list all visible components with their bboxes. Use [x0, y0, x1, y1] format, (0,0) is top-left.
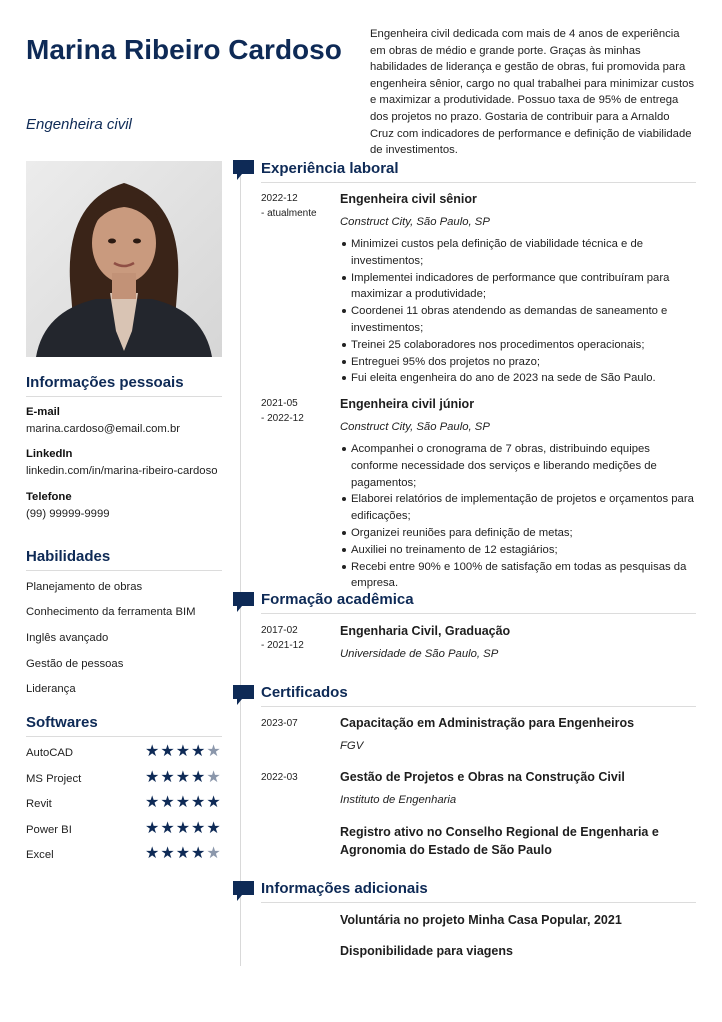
certificate-title: Capacitação em Administração para Engenheiros: [340, 716, 635, 730]
star-filled-icon: ★: [175, 743, 191, 760]
certificate-title: Gestão de Projetos e Obras na Construção Civil: [340, 770, 625, 784]
job-bullets: [340, 441, 696, 592]
section-flag-icon: [233, 881, 254, 901]
software-rating: [145, 846, 221, 862]
job-title: Engenheira civil sênior: [340, 192, 477, 206]
star-filled-icon: ★: [191, 769, 206, 786]
email-value: marina.cardoso@email.com.br: [26, 423, 180, 435]
star-filled-icon: ★: [160, 820, 175, 837]
certificate-date: 2022-03: [261, 772, 298, 783]
star-filled-icon: ★: [160, 769, 175, 786]
job-company: Construct City, São Paulo, SP: [340, 216, 490, 228]
skill-item: Gestão de pessoas: [26, 658, 124, 670]
star-empty-icon: ★: [206, 845, 221, 862]
education-date-end: - 2021-12: [261, 640, 304, 651]
section-flag-icon: [233, 685, 254, 705]
star-filled-icon: ★: [160, 794, 175, 811]
star-filled-icon: ★: [145, 794, 160, 811]
star-filled-icon: ★: [175, 845, 191, 862]
star-filled-icon: ★: [175, 794, 191, 811]
software-name: Revit: [26, 798, 52, 810]
phone-label: Telefone: [26, 491, 72, 503]
star-filled-icon: ★: [191, 820, 206, 837]
software-name: Excel: [26, 849, 54, 861]
star-filled-icon: ★: [145, 743, 160, 760]
skill-item: Inglês avançado: [26, 632, 109, 644]
education-school: Universidade de São Paulo, SP: [340, 648, 499, 660]
skill-item: Conhecimento da ferramenta BIM: [26, 606, 196, 618]
job-bullet: Entreguei 95% dos projetos no prazo;: [340, 354, 696, 371]
additional-item: Disponibilidade para viagens: [340, 944, 513, 958]
job-bullet: Organizei reuniões para definição de metas;: [340, 525, 696, 542]
skills-title: Habilidades: [26, 548, 222, 571]
job-title: Engenheira civil júnior: [340, 397, 475, 411]
candidate-role: Engenheira civil: [26, 116, 132, 133]
software-name: MS Project: [26, 773, 82, 785]
software-name: Power BI: [26, 824, 72, 836]
star-filled-icon: ★: [175, 769, 191, 786]
email-label: E-mail: [26, 406, 60, 418]
skill-item: Planejamento de obras: [26, 581, 143, 593]
additional-info-title: Informações adicionais: [261, 880, 696, 903]
certificates-title: Certificados: [261, 684, 696, 707]
star-filled-icon: ★: [160, 845, 175, 862]
certificate-title: Registro ativo no Conselho Regional de Engenharia e: [340, 825, 659, 839]
job-bullet: Implementei indicadores de performance que contribuíram para maximizar a produtividade;: [340, 270, 696, 304]
star-filled-icon: ★: [206, 794, 221, 811]
phone-value: (99) 99999-9999: [26, 508, 110, 520]
skill-item: Liderança: [26, 683, 76, 695]
linkedin-label: LinkedIn: [26, 448, 73, 460]
star-filled-icon: ★: [191, 794, 206, 811]
star-filled-icon: ★: [191, 845, 206, 862]
job-date-start: 2021-05: [261, 398, 298, 409]
star-filled-icon: ★: [145, 845, 160, 862]
job-bullet: Fui eleita engenheira do ano de 2023 na sede de São Paulo.: [340, 370, 696, 387]
job-bullet: Acompanhei o cronograma de 7 obras, distribuindo equipes conforme necessidade dos serviços e liberando medições de pagamentos;: [340, 441, 696, 491]
job-bullets: [340, 236, 696, 387]
certificate-issuer: Instituto de Engenharia: [340, 794, 457, 806]
section-flag-icon: [233, 160, 254, 180]
star-filled-icon: ★: [145, 769, 160, 786]
software-rating: [145, 821, 221, 837]
job-company: Construct City, São Paulo, SP: [340, 421, 490, 433]
job-bullet: Coordenei 11 obras atendendo as demandas de saneamento e investimentos;: [340, 303, 696, 337]
section-flag-icon: [233, 592, 254, 612]
job-bullet: Auxiliei no treinamento de 12 estagiários;: [340, 542, 696, 559]
certificate-date: 2023-07: [261, 718, 298, 729]
education-date-start: 2017-02: [261, 625, 298, 636]
star-empty-icon: ★: [206, 769, 221, 786]
star-empty-icon: ★: [206, 743, 221, 760]
education-title: Formação acadêmica: [261, 591, 696, 614]
certificate-issuer: FGV: [340, 740, 364, 752]
software-rating: [145, 795, 221, 811]
certificate-title-continued: Agronomia do Estado de São Paulo: [340, 843, 552, 857]
job-bullet: Elaborei relatórios de implementação de projetos e orçamentos para edificações;: [340, 491, 696, 525]
job-date-start: 2022-12: [261, 193, 298, 204]
software-title: Softwares: [26, 714, 222, 737]
profile-summary: Engenheira civil dedicada com mais de 4 anos de experiência em obras de médio e grande porte. Graças às minhas habilidades de liderança e gestão de obras, fui promovida para engenheira sênior, cargo no qual trabalhei para minimizar custos e maximizar a produtividade. Possuo taxa de 95% de entrega dos projetos no prazo. Gostaria de contribuir para a Arnaldo Cruz com indicadores de performance e definição de viabilidade de investimentos.: [370, 28, 695, 157]
job-bullet: Recebi entre 90% e 100% de satisfação em todas as pesquisas da empresa.: [340, 559, 696, 593]
candidate-name: Marina Ribeiro Cardoso: [26, 34, 342, 65]
star-filled-icon: ★: [206, 820, 221, 837]
experience-title: Experiência laboral: [261, 160, 696, 183]
timeline-line: [240, 170, 241, 966]
star-filled-icon: ★: [145, 820, 160, 837]
additional-item: Voluntária no projeto Minha Casa Popular, 2021: [340, 913, 622, 927]
job-date-end: - 2022-12: [261, 413, 304, 424]
personal-info-title: Informações pessoais: [26, 374, 222, 397]
software-name: AutoCAD: [26, 747, 74, 759]
software-rating: [145, 770, 221, 786]
star-filled-icon: ★: [160, 743, 175, 760]
job-date-end: - atualmente: [261, 208, 317, 219]
education-degree: Engenharia Civil, Graduação: [340, 624, 511, 638]
linkedin-value: linkedin.com/in/marina-ribeiro-cardoso: [26, 465, 218, 477]
software-rating: [145, 744, 221, 760]
star-filled-icon: ★: [191, 743, 206, 760]
star-filled-icon: ★: [175, 820, 191, 837]
profile-photo: [26, 161, 222, 357]
job-bullet: Minimizei custos pela definição de viabilidade técnica e de investimentos;: [340, 236, 696, 270]
job-bullet: Treinei 25 colaboradores nos procedimentos operacionais;: [340, 337, 696, 354]
